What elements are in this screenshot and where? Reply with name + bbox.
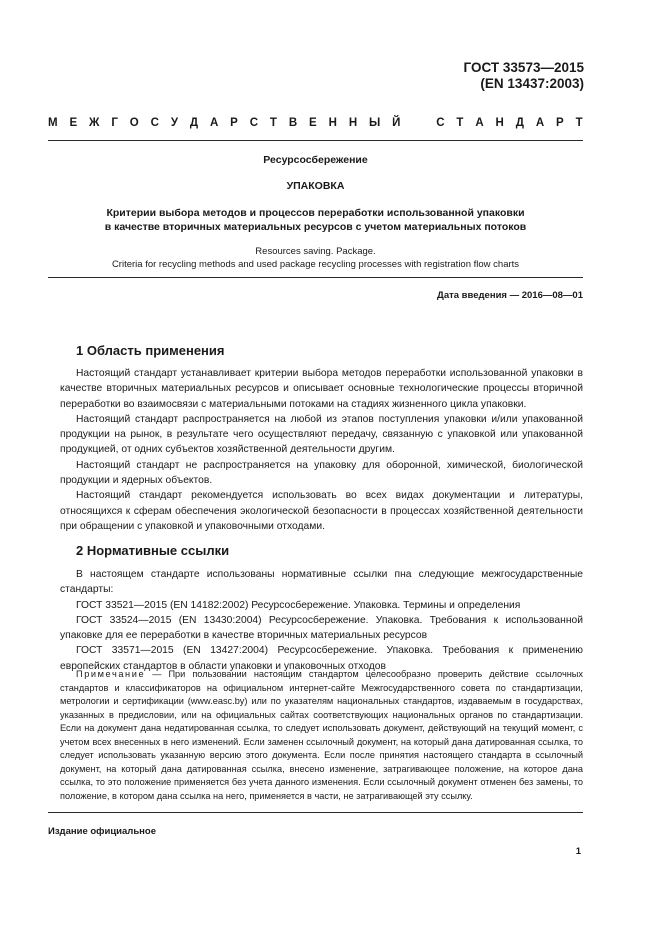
section2-heading: 2 Нормативные ссылки	[76, 543, 230, 558]
title-russian	[48, 206, 583, 234]
standard-code: ГОСТ 33573—2015	[463, 60, 584, 75]
banner-letter: Т	[269, 117, 277, 129]
paragraph: В настоящем стандарте использованы нормативные ссылки пна следующие межгосударственные стандарты:	[60, 569, 583, 596]
title-english-line: Resources saving. Package.	[255, 246, 376, 257]
banner-letter: Е	[69, 117, 78, 129]
note-label: Примечание	[76, 669, 146, 679]
banner-letter: Ж	[89, 117, 100, 129]
paragraph: Настоящий стандарт распространяется на любой из этапов поступления упаковки и/или упакованной продукции на рынок, в результате чего осуществляют передачу, связанную с упаковкой или упакованной продукцией, от одних субъектов хозяйственной деятельности другим.	[60, 413, 583, 456]
banner-letter: Е	[309, 117, 317, 129]
banner-letter: В	[288, 117, 298, 129]
note-block	[60, 668, 583, 803]
title-subject: Ресурсосбережение	[263, 154, 368, 166]
paragraph: Настоящий стандарт не распространяется на упаковку для оборонной, химической, биологической продукции и ядерных объектов.	[60, 459, 583, 487]
banner-letter: Т	[575, 117, 583, 129]
title-english-line: Criteria for recycling methods and used package recycling processes with registration flow charts	[111, 259, 520, 270]
banner-letter: С	[150, 117, 159, 129]
standard-code-block	[464, 60, 584, 92]
banner-letter: Ы	[369, 117, 381, 129]
title-russian-line: в качестве вторичных материальных ресурсов с учетом материальных потоков	[104, 221, 527, 233]
banner-letter: Т	[456, 117, 464, 129]
note-paragraph	[60, 668, 583, 803]
banner-letter: С	[249, 117, 259, 129]
banner-letter: Н	[348, 117, 358, 129]
banner-letter: Н	[495, 117, 504, 129]
standard-en-code: (EN 13437:2003)	[480, 76, 584, 91]
note-text: — При пользовании настоящим стандартом целесообразно проверить действие ссылочных стандартов и классификаторов на официальном интернет-сайте Межгосударственного совета по стандартизации, метрологии и сертификации (www.easc.by) или по указателям национальных стандартов, издаваемым в государствах, указанных в предисловии, или на официальных сайтах соответствующих национальных органов по стандартизации. Если на документ дана недатированная ссылка, то следует использовать документ, действующий на текущий момент, с учетом всех внесенных в него изменений. Если заменен ссылочный документ, на который дана датированная ссылка, то следует использовать указанную версию этого документа. Если после принятия настоящего стандарта в ссылочный документ, на который дана датированная ссылка, внесено изменение, затрагивающее положение, на которое дана ссылка, то это положение применяется без учета данного изменения. Если ссылочный документ отменен без замены, то положение, в котором дана ссылка на него, применяется в части, не затрагивающей эту ссылку.	[60, 669, 583, 801]
banner-gap	[412, 117, 424, 129]
title-package: УПАКОВКА	[286, 180, 345, 192]
banner-letter: Р	[556, 117, 564, 129]
top-divider	[48, 140, 583, 141]
banner-letter: Д	[189, 117, 199, 129]
banner-letter: А	[475, 117, 484, 129]
banner-letter: Д	[515, 117, 524, 129]
official-edition-label: Издание официальное	[48, 826, 156, 837]
banner-letter: Й	[392, 117, 401, 129]
section1-body	[60, 366, 583, 534]
banner-letter: Н	[328, 117, 337, 129]
section1-heading: 1 Область применения	[76, 343, 225, 358]
banner-letter: О	[129, 117, 139, 129]
reference-item: ГОСТ 33521—2015 (EN 14182:2002) Ресурсосбережение. Упаковка. Термины и определения	[76, 599, 521, 611]
banner-letter: А	[535, 117, 545, 129]
paragraph: Настоящий стандарт рекомендуется использовать во всех видах документации и литературы, относящихся к сферам обеспечения экологической безопасности в процессах хозяйственной деятельности при обращении с упаковкой и упаковочными отходами.	[60, 490, 583, 532]
title-divider	[48, 277, 583, 278]
section2-body	[60, 567, 583, 674]
banner-letter: Г	[111, 117, 118, 129]
interstate-standard-banner	[48, 117, 583, 129]
banner-letter: С	[436, 117, 445, 129]
banner-letter: Р	[230, 117, 238, 129]
reference-item: ГОСТ 33571—2015 (EN 13427:2004) Ресурсосбережение. Упаковка. Требования к применению европейских стандартов в области упаковки и упаковочных отходов	[60, 645, 583, 672]
page-number: 1	[575, 846, 581, 857]
reference-item: ГОСТ 33524—2015 (EN 13430:2004) Ресурсосбережение. Упаковка. Требования к использованной упаковке для ее переработки в качестве вторичных материальных ресурсов	[60, 614, 583, 642]
introduction-date: Дата введения — 2016—08—01	[437, 290, 583, 301]
paragraph: Настоящий стандарт устанавливает критерии выбора методов переработки использованной упаковки в качестве вторичных материальных ресурсов и описывает основные технологические процессы вторичной переработки во взаимосвязи с материальными потоками на стадиях жизненного цикла упаковки.	[60, 368, 583, 410]
banner-letter: А	[209, 117, 219, 129]
banner-letter: У	[170, 117, 178, 129]
title-english	[48, 245, 583, 271]
title-russian-line: Критерии выбора методов и процессов переработки использованной упаковки	[106, 207, 525, 219]
footer-divider	[48, 812, 583, 813]
banner-letter: М	[48, 117, 58, 129]
